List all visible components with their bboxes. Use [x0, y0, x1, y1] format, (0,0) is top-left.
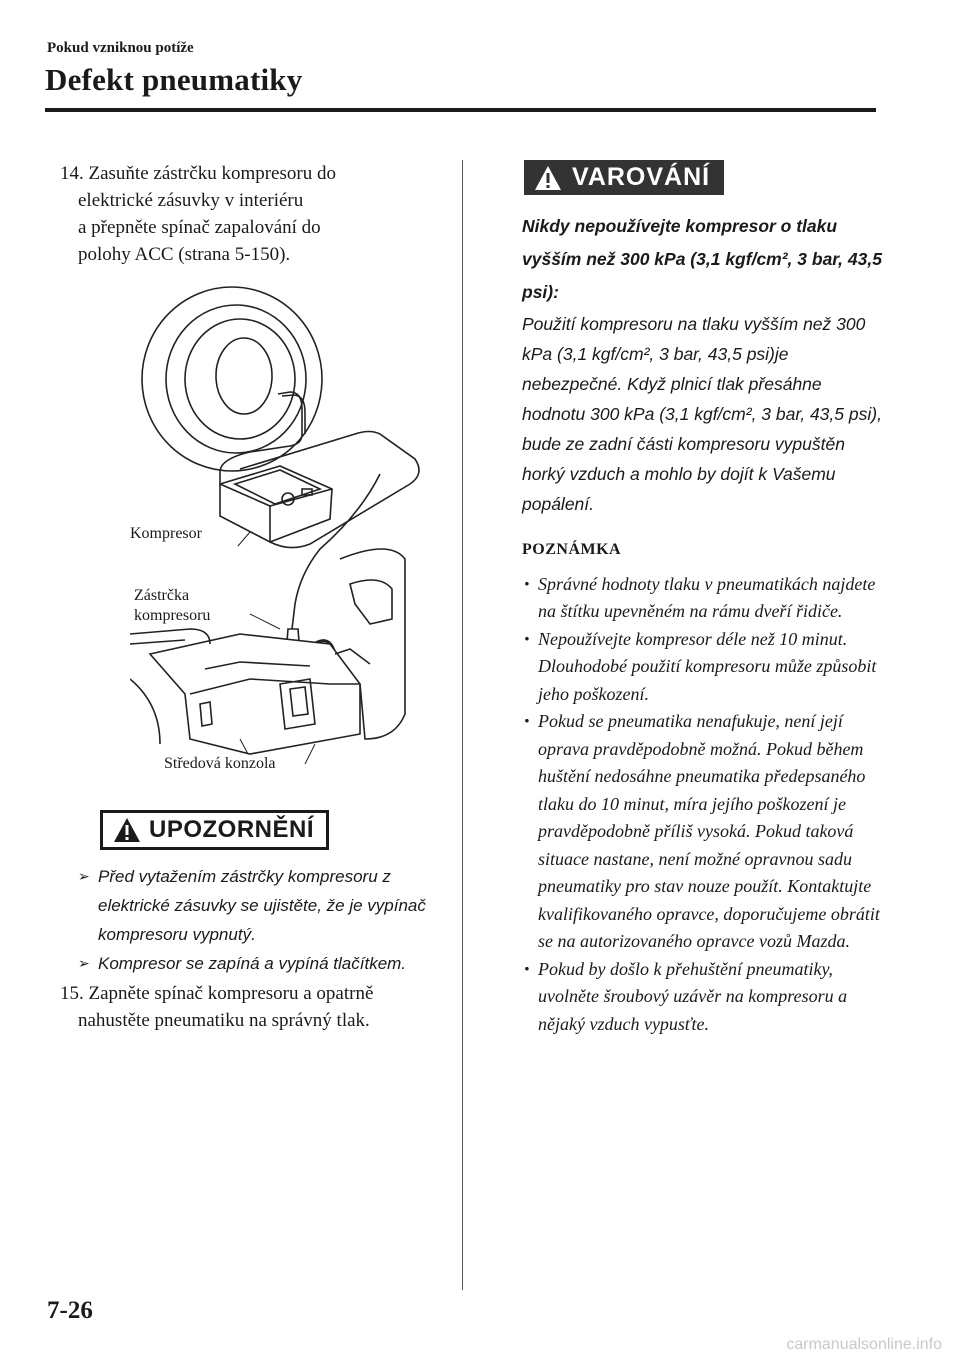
label-console: Středová konzola	[164, 755, 276, 772]
note-item: · Nepoužívejte kompresor déle než 10 minut. Dlouhodobé použití kompresoru může způsobit jeho poškození.	[522, 626, 882, 709]
compressor-diagram	[130, 284, 430, 804]
watermark: carmanualsonline.info	[786, 1336, 942, 1353]
page-title: Defekt pneumatiky	[45, 62, 303, 97]
note-item: · Správné hodnoty tlaku v pneumatikách najdete na štítku upevněném na rámu dveří řidiče.	[522, 571, 882, 626]
left-column	[60, 160, 440, 1034]
caution-banner	[100, 810, 329, 850]
warning-banner	[524, 160, 724, 195]
step-14-number: 14.	[60, 163, 84, 184]
warning-heading: Nikdy nepoužívejte kompresor o tlaku vyšším než 300 kPa (3,1 kgf/cm², 3 bar, 43,5 psi):	[522, 215, 882, 302]
caution-list	[78, 862, 438, 978]
breadcrumb: Pokud vzniknou potíže	[47, 40, 194, 56]
warning-triangle-icon	[534, 165, 562, 191]
note-item: · Pokud se pneumatika nenafukuje, není její oprava pravděpodobně možná. Pokud během huštění nedosáhne pneumatika předepsaného tlaku do 10 minut, míra jejího poškození je pravděpodobně příliš vysoká. Pokud taková situace nastane, není možné opravnou sadu pneumatiky pro stav nouze použít. Kontaktujte kvalifikovaného opravce, doporučujeme obrátit se na autorizovaného opravce vozů Mazda.	[522, 708, 882, 956]
note-item: · Pokud by došlo k přehuštění pneumatiky, uvolněte šroubový uzávěr na kompresoru a nějaký vzduch vypusťte.	[522, 956, 882, 1039]
step-15	[60, 980, 440, 1034]
note-heading: POZNÁMKA	[522, 540, 622, 558]
warning-label: VAROVÁNÍ	[572, 163, 711, 191]
warning-body: Použití kompresoru na tlaku vyšším než 300 kPa (3,1 kgf/cm², 3 bar, 43,5 psi)je nebezpečné. Když plnicí tlak přesáhne hodnotu 300 kPa (3,1 kgf/cm², 3 bar, 43,5 psi), bude ze zadní části kompresoru vypuštěn horký vzduch a mohlo by dojít k Vašemu popálení.	[522, 313, 882, 514]
step-14-line-1: Zasuňte zástrčku kompresoru do	[88, 163, 336, 184]
label-plug-1: Zástrčka	[134, 587, 190, 604]
title-rule	[45, 108, 876, 112]
step-15-line-2: nahustěte pneumatiku na správný tlak.	[78, 1010, 370, 1031]
page-number: 7-26	[47, 1297, 93, 1324]
caution-label: UPOZORNĚNÍ	[149, 816, 315, 843]
caution-item: ➢ Před vytažením zástrčky kompresoru z elektrické zásuvky se ujistěte, že je vypínač kompresoru vypnutý.	[78, 862, 438, 949]
right-column	[522, 160, 882, 1038]
note-list	[522, 571, 882, 1039]
label-plug-2: kompresoru	[134, 607, 211, 624]
column-divider	[462, 160, 463, 1290]
step-14-line-4: polohy ACC (strana 5-150).	[78, 244, 291, 265]
warning-triangle-icon	[113, 817, 141, 843]
center-console	[150, 634, 360, 754]
step-14-line-3: a přepněte spínač zapalování do	[78, 217, 321, 238]
caution-item: ➢ Kompresor se zapíná a vypíná tlačítkem.	[78, 949, 438, 978]
step-14-line-2: elektrické zásuvky v interiéru	[78, 190, 304, 211]
step-14	[60, 160, 440, 268]
step-15-line-1: Zapněte spínač kompresoru a opatrně	[88, 983, 374, 1004]
step-15-number: 15.	[60, 983, 84, 1004]
label-compressor: Kompresor	[130, 525, 202, 542]
compressor-illustration	[130, 284, 430, 804]
